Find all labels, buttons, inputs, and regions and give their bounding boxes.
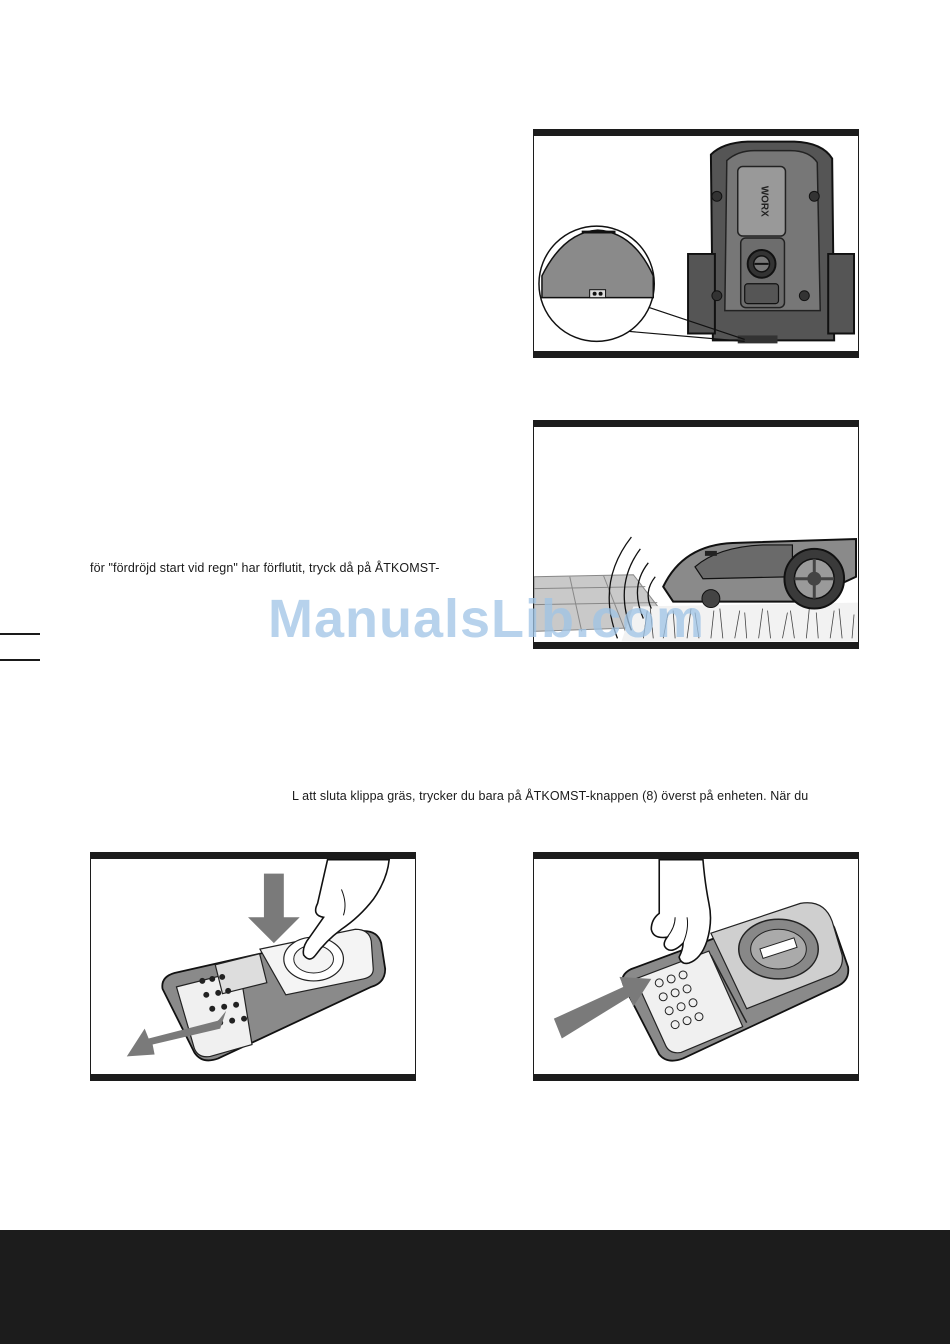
- margin-rule-bottom: [0, 659, 40, 661]
- figure-charging-contacts: [533, 129, 859, 358]
- worx-logo: WORX: [758, 185, 770, 217]
- keypad-illustration: [534, 859, 858, 1074]
- stop-mowing-paragraph: L att sluta klippa gräs, trycker du bara på ÅTKOMST-knappen (8) överst på enheten. När du: [292, 788, 809, 803]
- down-arrow-icon: [248, 874, 300, 944]
- press-button-illustration: [91, 859, 415, 1074]
- figure-open-keypad-cover: [533, 852, 859, 1081]
- figure-press-access-button: [90, 852, 416, 1081]
- footer-band: [0, 1230, 950, 1344]
- manualslib-watermark: ManualsLib.com: [268, 589, 706, 649]
- margin-rule-top: [0, 633, 40, 635]
- rain-delay-paragraph: för "fördröjd start vid regn" har förflutit, tryck då på ÅTKOMST-: [90, 560, 440, 575]
- mower-top-view-illustration: [534, 136, 858, 351]
